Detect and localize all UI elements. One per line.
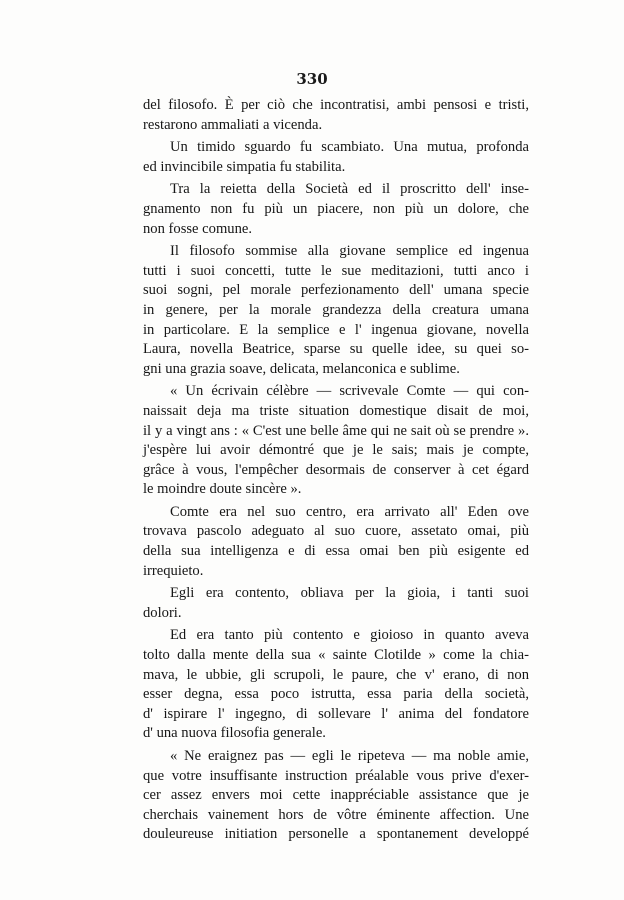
text-line: gni una grazia soave, delicata, melanconica e sublime.	[143, 360, 460, 377]
text-line: trovava pascolo adeguato al suo cuore, assetato omai, più	[143, 523, 529, 540]
text-line: tutti i suoi concetti, tutte le sue meditazioni, tutti anco i	[143, 262, 529, 279]
text-line: suoi sogni, pel morale perfezionamento dell' umana specie	[143, 282, 529, 299]
text-line: grâce à vous, l'empêcher desormais de conserver à cet égard	[143, 461, 529, 478]
text-line: Un timido sguardo fu scambiato. Una mutua, profonda	[170, 139, 529, 156]
text-line: della sua intelligenza e di essa omai ben più esigente ed	[143, 543, 529, 560]
text-line: non fosse comune.	[143, 220, 253, 237]
text-line: cherchais vainement hors de vôtre éminente affection. Une	[143, 806, 529, 823]
text-line: Il filosofo sommise alla giovane semplice ed ingenua	[170, 243, 529, 260]
text-line: del filosofo. È per ciò che incontratisi, ambi pensosi e tristi,	[143, 97, 529, 113]
body-text	[143, 96, 529, 845]
text-line: dolori.	[143, 604, 182, 621]
text-line: Egli era contento, obliava per la gioia, i tanti suoi	[170, 585, 529, 602]
text-line: « Ne eraignez pas — egli le ripeteva — ma noble amie,	[170, 748, 529, 764]
text-line: que votre insuffisante instruction préalable vous prive d'exer-	[143, 767, 529, 784]
text-line: « Un écrivain célèbre — scrivevale Comte — qui con-	[170, 383, 529, 400]
text-line: d' una nuova filosofia generale.	[143, 725, 326, 742]
text-line: Laura, novella Beatrice, sparse su quelle idee, su quei so-	[143, 341, 529, 358]
text-line: Comte era nel suo centro, era arrivato all' Eden ove	[170, 503, 529, 520]
text-line: il y a vingt ans : « C'est une belle âme qui ne sait où se prendre ».	[143, 422, 529, 439]
text-line: d' ispirare l' ingegno, di sollevare l' anima del fondatore	[143, 705, 529, 722]
text-line: naissait deja ma triste situation domestique disait de moi,	[143, 402, 529, 419]
text-line: Tra la reietta della Società ed il proscritto dell' inse-	[170, 181, 529, 198]
text-line: douleureuse initiation personelle a spontanement developpé	[143, 826, 529, 843]
text-line: tolto dalla mente della sua « sainte Clotilde » come la chia-	[143, 647, 529, 664]
page-number: 330	[296, 70, 328, 88]
text-line: irrequieto.	[143, 562, 204, 579]
text-line: in genere, per la morale grandezza della creatura umana	[143, 301, 529, 318]
text-line: j'espère lui avoir démontré que je le sais; mais je compte,	[143, 442, 529, 459]
text-line: Ed era tanto più contento e gioioso in quanto aveva	[170, 627, 529, 644]
text-line: mava, le ubbie, gli scrupoli, le paure, che v' erano, di non	[143, 666, 529, 683]
text-line: esser degna, essa poco istrutta, essa paria della società,	[143, 686, 529, 703]
text-line: in particolare. E la semplice e l' ingenua giovane, novella	[143, 321, 529, 338]
text-line: restarono ammaliati a vicenda.	[143, 116, 323, 133]
text-line: le moindre doute sincère ».	[143, 481, 302, 498]
text-line: ed invincibile simpatia fu stabilita.	[143, 158, 346, 175]
text-line: gnamento non fu più un piacere, non più un dolore, che	[143, 200, 529, 217]
text-line: cer assez envers moi cette inappréciable assistance que je	[143, 787, 529, 804]
